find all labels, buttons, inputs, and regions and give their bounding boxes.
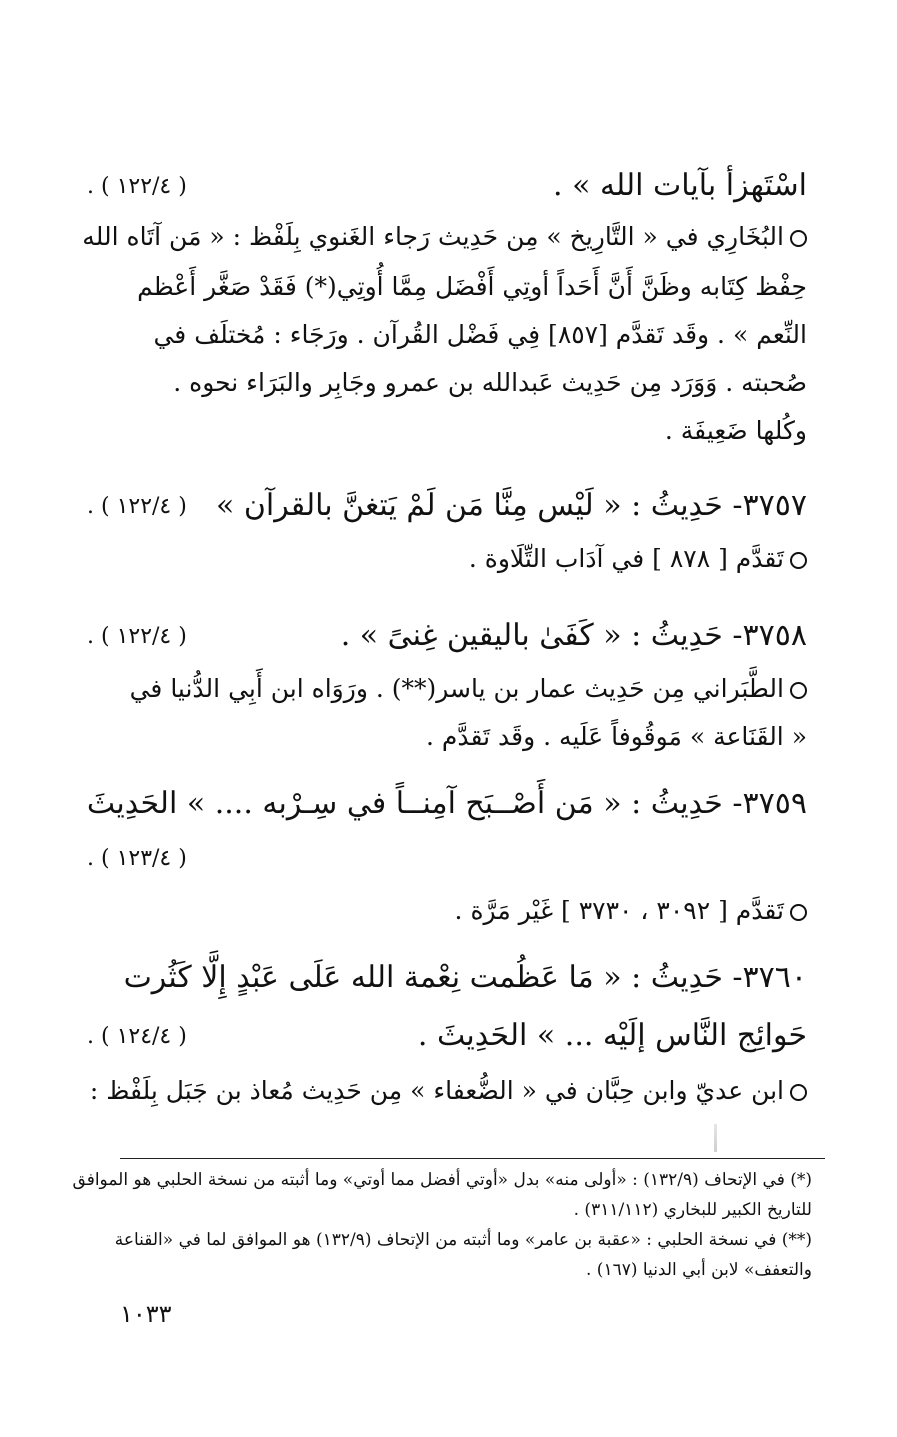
intro-note-line-2 bbox=[87, 272, 807, 301]
intro-reference: ( ١٢٢/٤ ) . bbox=[87, 174, 187, 199]
note-circle-icon bbox=[790, 552, 807, 569]
entry-3760-text-2: حَوائِج النَّاس إلَيْه ... » الحَدِيثَ . bbox=[417, 1018, 807, 1053]
note-circle-icon bbox=[790, 904, 807, 921]
intro-note-text-2: حِفْظ كِتَابه وظَنَّ أَنَّ أَحَداً أوتِي أَفْضَل مِمَّا أُوتِي(*) فَقَدْ صَغَّر أَعْظم bbox=[137, 272, 807, 301]
entry-3759-reference: ( ١٢٣/٤ ) . bbox=[87, 846, 187, 871]
note-circle-icon bbox=[790, 1084, 807, 1101]
entry-3760-text-1: حَدِيثُ : « مَا عَظُمت نِعْمة الله عَلَى عَبْدٍ إِلَّا كَثُرت bbox=[123, 960, 723, 995]
intro-note-line-4 bbox=[87, 368, 807, 397]
scan-mark bbox=[714, 1124, 717, 1152]
intro-note-line-3 bbox=[87, 320, 807, 349]
intro-note-text-1: البُخَارِي في « التَّارِيخ » مِن حَدِيث رَجاء الغَنوي بِلَفْظ : « مَن آتَاه الله bbox=[82, 222, 784, 251]
entry-3758-text: حَدِيثُ : « كَفَىٰ باليقين غِنىً » . bbox=[340, 618, 723, 653]
note-circle-icon bbox=[790, 682, 807, 699]
entry-3758-reference: ( ١٢٢/٤ ) . bbox=[87, 624, 187, 649]
entry-3760-heading bbox=[87, 960, 807, 995]
note-circle-icon bbox=[790, 230, 807, 247]
footnote-2-text-2: والتعفف» لابن أبي الدنيا (١٦٧) . bbox=[585, 1260, 812, 1280]
footnote-1-text-1: (*) في الإتحاف (١٣٢/٩) : «أولى منه» بدل «أوتي أفضل مما أوتي» وما أثبته من نسخة الحلبي هو الموافق bbox=[72, 1170, 812, 1190]
footnote-1-line-2 bbox=[102, 1200, 812, 1220]
entry-3759-number: ٣٧٥٩- bbox=[732, 786, 807, 821]
hadith-entry-3758 bbox=[87, 618, 807, 758]
footnote-2-line-1 bbox=[102, 1230, 812, 1250]
footnote-separator bbox=[120, 1158, 825, 1159]
footnote-2-text-1: (**) في نسخة الحلبي : «عقبة بن عامر» وما أثبته من الإتحاف (١٣٢/٩) هو الموافق لما في «القناعة bbox=[114, 1230, 812, 1250]
intro-line-1 bbox=[87, 168, 807, 203]
entry-3758-note-text-2: « القَنَاعة » مَوقُوفاً عَلَيه . وقَد تَقدَّم . bbox=[426, 722, 807, 751]
entry-3760-note bbox=[87, 1076, 807, 1105]
entry-3759-note-text: تَقدَّم [ ٣٠٩٢ ، ٣٧٣٠ ] غَيْر مَرَّة . bbox=[454, 896, 784, 925]
entry-3757-heading bbox=[87, 488, 807, 523]
entry-3758-note-1 bbox=[87, 674, 807, 703]
intro-note-line-5 bbox=[87, 416, 807, 445]
intro-note-text-3: النِّعم » . وقَد تَقدَّم [٨٥٧] فِي فَضْل القُرآن . ورَجَاء : مُختلَف في bbox=[153, 320, 807, 349]
entry-3760-note-text: ابن عديّ وابن حِبَّان في « الضُّعفاء » مِن حَدِيث مُعاذ بن جَبَل بِلَفْظ : bbox=[89, 1076, 784, 1105]
intro-section bbox=[82, 168, 807, 468]
intro-note-text-4: صُحبته . وَوَرَد مِن حَدِيث عَبدالله بن عمرو وجَابِر والبَرَاء نحوه . bbox=[173, 368, 807, 397]
entry-3758-note-text-1: الطَّبَراني مِن حَدِيث عمار بن ياسر(**) . ورَوَاه ابن أَبِي الدُّنيا في bbox=[129, 674, 784, 703]
entry-3759-heading bbox=[87, 786, 807, 821]
entry-3760-line-2 bbox=[87, 1018, 807, 1053]
intro-note-line-1 bbox=[82, 222, 807, 251]
entry-3758-heading bbox=[87, 618, 807, 653]
entry-3760-number: ٣٧٦٠- bbox=[732, 960, 807, 995]
entry-3757-note bbox=[87, 544, 807, 573]
footnote-1-text-2: للتاريخ الكبير للبخاري (٣١١/١١٢) . bbox=[573, 1200, 812, 1220]
entry-3758-number: ٣٧٥٨- bbox=[732, 618, 807, 653]
entry-3757-text: حَدِيثُ : « لَيْس مِنَّا مَن لَمْ يَتغنَّ بالقرآن » bbox=[215, 488, 723, 523]
entry-3759-note bbox=[87, 896, 807, 925]
intro-line-1-text: اسْتَهزأ بآيات الله » . bbox=[553, 168, 807, 203]
entry-3758-note-2 bbox=[87, 722, 807, 751]
entry-3757-reference: ( ١٢٢/٤ ) . bbox=[87, 494, 187, 519]
hadith-entry-3759 bbox=[87, 786, 807, 936]
entry-3760-reference: ( ١٢٤/٤ ) . bbox=[87, 1024, 187, 1049]
intro-note-text-5: وكُلها ضَعِيفَة . bbox=[664, 416, 807, 445]
entry-3757-number: ٣٧٥٧- bbox=[732, 488, 807, 523]
footnotes bbox=[72, 1170, 812, 1290]
hadith-entry-3757 bbox=[87, 488, 807, 588]
hadith-entry-3760 bbox=[87, 960, 807, 1130]
footnote-2-line-2 bbox=[102, 1260, 812, 1280]
footnote-1-line-1 bbox=[72, 1170, 812, 1190]
entry-3759-ref-line bbox=[87, 844, 807, 874]
entry-3757-note-text: تَقدَّم [ ٨٧٨ ] في آدَاب التِّلَاوة . bbox=[468, 544, 784, 573]
entry-3759-text: حَدِيثُ : « مَن أَصْــبَح آمِنــاً في سِـرْبه .... » الحَدِيثَ bbox=[86, 786, 723, 821]
page-number: ١٠٣٣ bbox=[120, 1300, 172, 1328]
